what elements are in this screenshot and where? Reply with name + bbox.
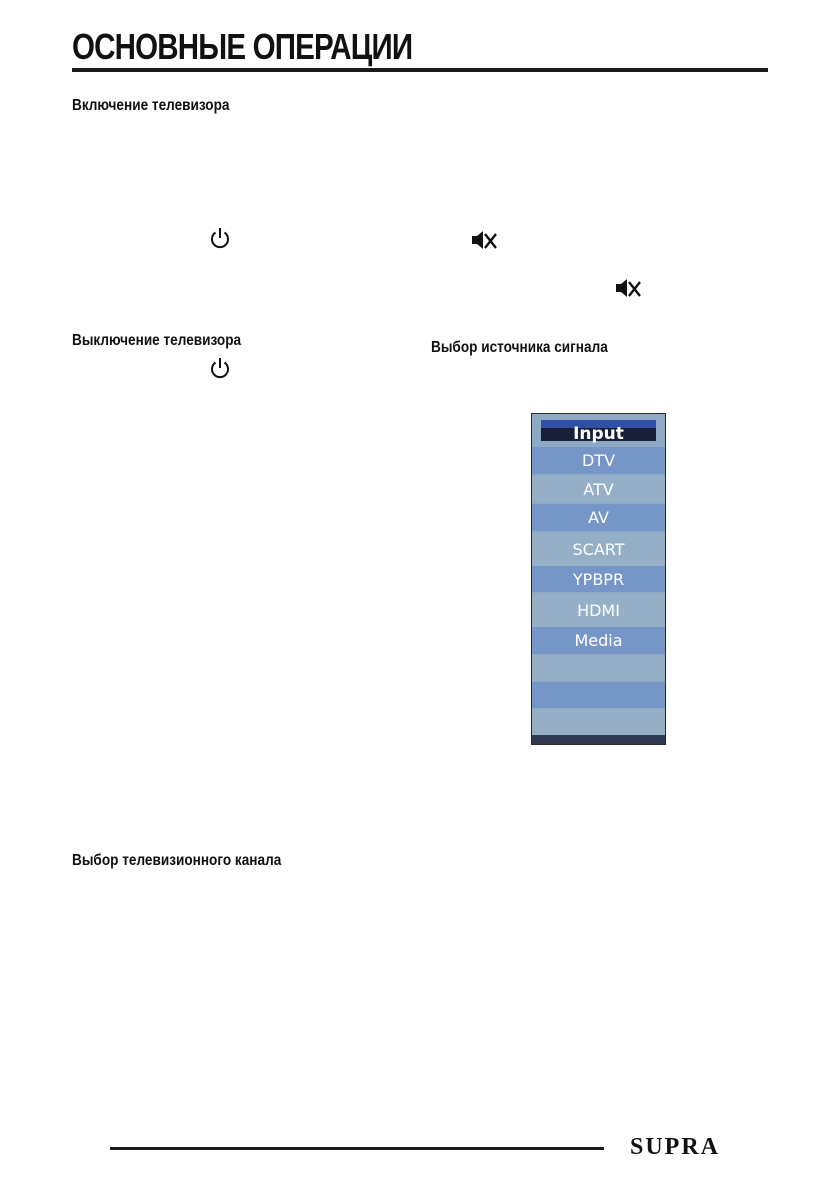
page-title: ОСНОВНЫЕ ОПЕРАЦИИ <box>72 26 413 67</box>
input-source-menu <box>531 413 666 745</box>
footer-rule <box>110 1147 604 1150</box>
heading-input-source: Выбор источника сигнала <box>431 339 608 356</box>
menu-item-empty[interactable] <box>532 655 665 681</box>
menu-item-media[interactable]: Media <box>532 627 665 654</box>
menu-item-dtv[interactable]: DTV <box>532 447 665 474</box>
heading-channel-select: Выбор телевизионного канала <box>72 852 282 869</box>
menu-footer-bar <box>532 735 665 744</box>
menu-item-ypbpr[interactable]: YPBPR <box>532 566 665 592</box>
menu-title: Input <box>573 424 624 444</box>
menu-item-av[interactable]: AV <box>532 504 665 531</box>
menu-item-atv[interactable]: ATV <box>532 476 665 502</box>
title-rule <box>72 68 768 72</box>
mute-icon <box>470 228 498 252</box>
power-icon <box>208 356 232 380</box>
heading-power-on: Включение телевизора <box>72 97 230 114</box>
heading-power-off: Выключение телевизора <box>72 332 242 349</box>
power-icon <box>208 226 232 250</box>
menu-item-empty[interactable] <box>532 709 665 737</box>
menu-item-hdmi[interactable]: HDMI <box>532 594 665 627</box>
brand-logo: SUPRA <box>630 1134 721 1160</box>
menu-header <box>541 420 656 444</box>
mute-icon <box>614 276 642 300</box>
menu-item-empty[interactable] <box>532 682 665 708</box>
menu-item-scart[interactable]: SCART <box>532 533 665 566</box>
